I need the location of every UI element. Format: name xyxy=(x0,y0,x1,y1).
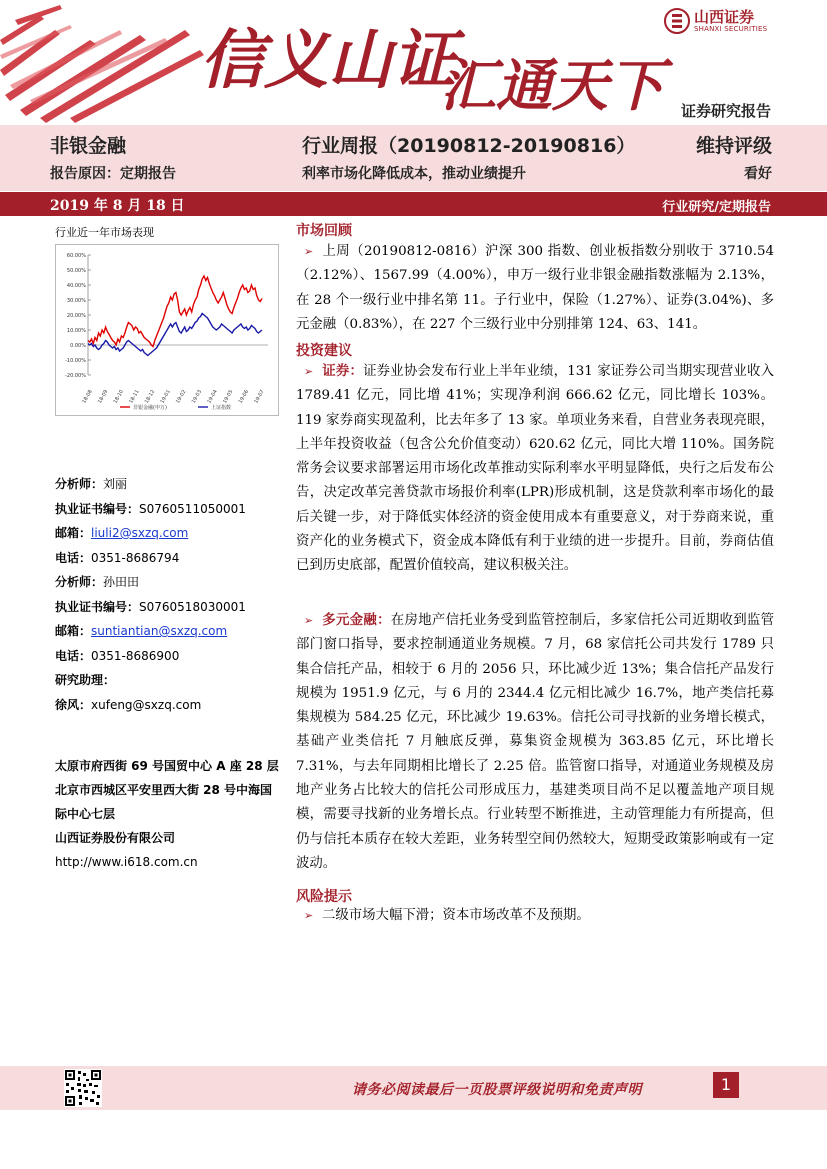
analyst-value: 刘丽 xyxy=(103,477,128,491)
rating-label: 维持评级 xyxy=(695,135,772,157)
legend-label: 非银金融(申万) xyxy=(133,405,167,411)
rating-value: 看好 xyxy=(744,166,772,182)
analyst-label: 执业证书编号： xyxy=(55,501,140,516)
analyst-label: 执业证书编号： xyxy=(55,599,140,614)
y-tick-label: 0.00% xyxy=(70,343,86,349)
analyst-row xyxy=(55,574,246,599)
analyst-row xyxy=(55,599,246,624)
arrow-bullet-icon: ➢ xyxy=(304,909,314,922)
address-line-1: 太原市府西街 69 号国贸中心 A 座 28 层 xyxy=(55,759,279,773)
market-chart xyxy=(55,244,279,416)
report-date: 2019 年 8 月 18 日 xyxy=(50,198,185,214)
address-line-3: 际中心七层 xyxy=(55,807,116,821)
slogan-text-2: 汇通天下 xyxy=(440,53,664,119)
weekly-title: 行业周报（20190812-20190816） xyxy=(302,135,636,157)
website: http://www.i618.com.cn xyxy=(55,855,198,869)
x-tick-label: 19-02 xyxy=(175,389,188,405)
analyst-value: 0351-8686900 xyxy=(91,648,180,663)
analyst-label: 研究助理： xyxy=(55,673,116,687)
y-tick-label: 30.00% xyxy=(66,298,86,304)
analyst-row xyxy=(55,501,246,526)
logo-cn: 山西证券 xyxy=(694,8,755,26)
x-tick-label: 19-04 xyxy=(206,389,219,405)
analyst-label: 分析师： xyxy=(55,575,104,589)
sector-title: 非银金融 xyxy=(50,135,127,157)
analyst-label: 电话： xyxy=(55,648,92,663)
y-tick-label: 50.00% xyxy=(66,268,86,274)
analyst-value: 0351-8686794 xyxy=(91,550,180,565)
analyst-row xyxy=(55,550,246,575)
y-tick-label: 10.00% xyxy=(66,328,86,334)
analyst-value: xufeng@sxzq.com xyxy=(91,697,202,712)
analyst-value: S0760511050001 xyxy=(139,501,246,516)
x-tick-label: 18-11 xyxy=(128,389,141,405)
x-tick-label: 19-06 xyxy=(237,389,251,405)
page-number: 1 xyxy=(713,1072,739,1098)
series-line-1 xyxy=(88,314,262,356)
address-line-2: 北京市西城区平安里西大街 28 号中海国 xyxy=(55,783,273,797)
analyst-label: 电话： xyxy=(55,550,92,565)
analyst-label: 邮箱： xyxy=(55,526,92,540)
arrow-bullet-icon: ➢ xyxy=(304,614,314,627)
x-tick-label: 18-10 xyxy=(112,389,126,405)
x-tick-label: 19-07 xyxy=(253,389,266,405)
market-chart-svg xyxy=(56,245,278,415)
address-block xyxy=(55,754,279,874)
email-link[interactable]: liuli2@sxzq.com xyxy=(91,526,189,540)
report-kind: 证券研究报告 xyxy=(680,102,771,120)
analyst-row xyxy=(55,525,246,550)
analyst-row xyxy=(55,476,246,501)
analyst-row xyxy=(55,697,246,722)
email-link[interactable]: suntiantian@sxzq.com xyxy=(91,624,228,638)
analyst-value: 孙田田 xyxy=(103,575,140,589)
series-line-0 xyxy=(88,276,262,347)
y-tick-label: 60.00% xyxy=(66,253,86,259)
para-diversified: ➢ 多元金融：在房地产信托业务受到监管控制后，多家信托公司近期收到监管部门窗口指导，要求控制通道业务规模。7 月，68 家信托公司共发行 1789 只集合信托产品，相较于 6 月的 2056 只，环比减少近 13%；集合信托产品发行规模为 1951.9 亿元，与 6 月的 2344.4 亿元相比减少 16.7%，地产类信托募集规模为 584.25 亿元，环比减少 19.63%。信托公司寻找新的业务增长模式，基础产业类信托 7 月触底反弹，募集资金规模为 363.85 亿元，环比增长 7.31%，与去年同期相比增长了 2.25 倍。监管窗口指导，对通道业务规模及房地产业务占比较大的信托公司形成压力，基建类项目尚不足以覆盖地产项目规模，需要寻找新的业务增长点。行业转型不断推进，主动管理能力有所提高，但仍与信托本质存在较大差距，业务转型空间仍然较大，短期受政策影响或有一定波动。 xyxy=(296,609,774,876)
qr-code-icon xyxy=(64,1069,102,1107)
y-tick-label: -10.00% xyxy=(65,358,86,364)
chart-title: 行业近一年市场表现 xyxy=(55,226,154,239)
report-subtitle: 利率市场化降低成本，推动业绩提升 xyxy=(302,166,526,182)
y-tick-label: -20.00% xyxy=(65,373,86,379)
logo-en: SHANXI SECURITIES xyxy=(694,25,768,33)
analyst-row xyxy=(55,672,246,697)
x-tick-label: 18-12 xyxy=(143,389,157,405)
analyst-block xyxy=(55,476,246,721)
para-market-review: ➢ 上周（20190812-0816）沪深 300 指数、创业板指数分别收于 3710.54（2.12%）、1567.99（4.00%），申万一级行业非银金融指数涨幅为 2.13%，在 28 个一级行业中排名第 11。子行业中，保险（1.27%）、证券(3.04%)、多元金融（0.83%），在 227 个三级行业中分别排第 124、63、141。 xyxy=(296,240,774,337)
analyst-label: 分析师： xyxy=(55,477,104,491)
y-tick-label: 40.00% xyxy=(66,283,86,289)
doc-type: 行业研究/定期报告 xyxy=(662,200,771,215)
para-securities: ➢ 证券：证券业协会发布行业上半年业绩，131 家证券公司当期实现营业收入 1789.41 亿元，同比增 41%；实现净利润 666.62 亿元，同比增长 103%。119 家券商实现盈利，比去年多了 13 家。单项业务来看，自营业务表现亮眼，上半年投资收益（包含公允价值变动）620.62 亿元，同比大增 110%。国务院常务会议要求部署运用市场化改革推动实际利率水平明显降低，央行之后发布公告，决定改革完善贷款市场报价利率(LPR)形成机制，这是贷款利率市场化的最后关键一步，对于降低实体经济的资金使用成本有重要意义，对于券商来说，重资产化的业务模式下，资金成本降低有利于业绩的进一步提升。目前，券商估值已到历史底部，配置价值较高，建议积极关注。 xyxy=(296,360,774,579)
x-tick-label: 19-01 xyxy=(159,389,172,405)
x-tick-label: 18-09 xyxy=(96,389,110,405)
analyst-label: 邮箱： xyxy=(55,624,92,638)
report-reason: 报告原因：定期报告 xyxy=(50,166,176,182)
ribbon-decoration-icon xyxy=(0,5,204,123)
arrow-bullet-icon: ➢ xyxy=(304,365,314,378)
x-tick-label: 19-05 xyxy=(221,389,235,405)
y-tick-label: 20.00% xyxy=(66,313,86,319)
analyst-label: 徐风： xyxy=(55,697,92,712)
analyst-row xyxy=(55,648,246,673)
para-risk: ➢ 二级市场大幅下滑；资本市场改革不及预期。 xyxy=(296,904,774,928)
disclaimer: 请务必阅读最后一页股票评级说明和免责声明 xyxy=(352,1082,642,1098)
company-name: 山西证券股份有限公司 xyxy=(55,831,176,845)
analyst-row xyxy=(55,623,246,648)
legend-label: 上证指数 xyxy=(211,405,232,411)
section-advice: 投资建议 xyxy=(296,343,352,359)
analyst-value: S0760518030001 xyxy=(139,599,246,614)
company-logo xyxy=(664,6,814,36)
x-tick-label: 18-08 xyxy=(81,389,94,405)
arrow-bullet-icon: ➢ xyxy=(304,245,314,258)
section-risk: 风险提示 xyxy=(296,889,352,905)
logo-mark-icon xyxy=(664,8,690,34)
x-tick-label: 19-03 xyxy=(190,389,204,405)
slogan-text-1: 信义山证 xyxy=(200,23,456,98)
section-market-review: 市场回顾 xyxy=(296,223,352,239)
